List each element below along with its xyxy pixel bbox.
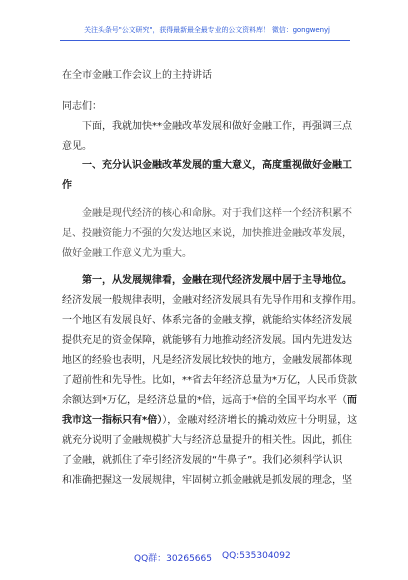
paragraph-2-line-6-text: 余额达到*万亿，是经济总量的*倍，远高于*倍的全国平均水平（	[62, 395, 347, 406]
footer-qq: QQ:535304092	[222, 551, 291, 561]
intro-line-2: 意见。	[62, 141, 92, 152]
intro-paragraph	[62, 117, 354, 157]
paragraph-2-line-4: 地区的经验也表明，凡是经济发展比较快的地方，金融发展都体现	[62, 355, 352, 366]
header-promo-link[interactable]: 关注头条号"公文研究"，获得最新最全最专业的公文资料库！ 微信：gongwenyj	[84, 26, 330, 34]
paragraph-2-line-5: 了超前性和先导性。比如，**省去年经济总量为*万亿，人民币贷款	[62, 375, 357, 386]
paragraph-2	[62, 271, 362, 491]
paragraph-2-line-7-text: ），金融对经济增长的撬动效应十分明显，这	[162, 415, 358, 426]
paragraph-2-line-2: 一个地区有发展良好、体系完备的金融支撑，就能给实体经济发展	[62, 315, 352, 326]
paragraph-1-line-3: 做好金融工作意义尤为重大。	[62, 248, 192, 259]
footer-qq-group: QQ群：30265665	[134, 554, 212, 564]
paragraph-2-line-3: 提供充足的资金保障，就能够有力地推动经济发展。国内先进发达	[62, 335, 352, 346]
paragraph-2-line-7-bold-a: 我市这一指标只有*倍	[62, 415, 158, 426]
paragraph-2-line-6	[62, 391, 357, 411]
paragraph-2-lead: 第一，从发展规律看，金融在现代经济发展中居于主导地位。	[82, 275, 352, 286]
paragraph-2-line-1: 经济发展一般规律表明，金融对经济发展具有先导作用和支撑作用。	[62, 295, 362, 306]
header-divider	[60, 40, 350, 41]
section-1-heading	[62, 156, 354, 196]
paragraph-1-line-1: 金融是现代经济的核心和命脉。对于我们这样一个经济积累不	[82, 208, 352, 219]
paragraph-2-line-10: 和准确把握这一发展规律，牢固树立抓金融就是抓发展的理念，坚	[62, 475, 352, 486]
section-1-heading-line-2: 作	[62, 180, 72, 191]
intro-line-1: 下面，我就加快**金融改革发展和做好金融工作，再强调三点	[82, 121, 352, 132]
section-1-heading-line-1: 一、充分认识金融改革发展的重大意义，高度重视做好金融工	[82, 160, 352, 171]
paragraph-2-line-6-bold: 而	[347, 395, 357, 406]
paragraph-2-line-7-bold-b: ）	[157, 415, 163, 426]
paragraph-1	[62, 204, 354, 264]
paragraph-2-line-8: 就充分说明了金融规模扩大与经济总量提升的相关性。因此，抓住	[62, 435, 352, 446]
document-title: 在全市金融工作会议上的主持讲话	[62, 70, 212, 81]
salutation: 同志们：	[62, 101, 102, 112]
paragraph-2-line-7	[62, 411, 358, 431]
paragraph-2-line-9: 了金融，就抓住了牵引经济发展的“牛鼻子”。我们必须科学认识	[62, 455, 343, 466]
paragraph-1-line-2: 足、投融资能力不强的欠发达地区来说，加快推进金融改革发展，	[62, 228, 352, 239]
